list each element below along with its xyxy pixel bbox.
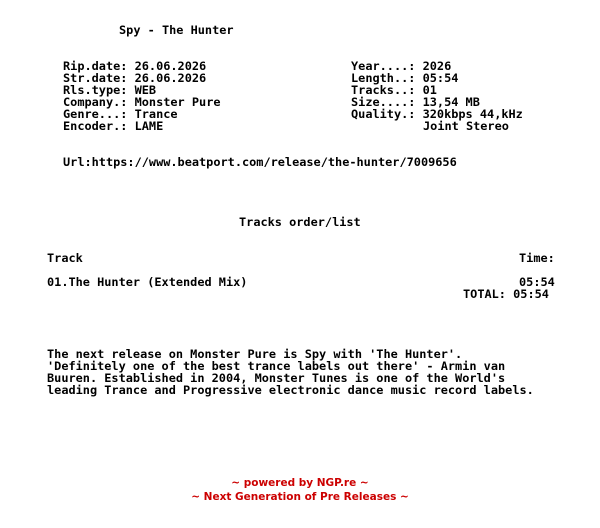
info-label: Rls.type: xyxy=(63,83,128,97)
footer-tagline: ~ Next Generation of Pre Releases ~ xyxy=(191,491,409,503)
info-value: Monster Pure xyxy=(134,95,221,109)
url-label: Url: xyxy=(63,155,92,169)
tracks-total xyxy=(463,288,549,300)
info-label: Length..: xyxy=(351,71,416,85)
info-label: Year....: xyxy=(351,59,416,73)
footer-powered-by: ~ powered by NGP.re ~ xyxy=(231,477,369,489)
info-value: Trance xyxy=(134,107,178,121)
release-url xyxy=(63,156,457,168)
info-quality-extra: Joint Stereo xyxy=(423,119,509,133)
total-value: 05:54 xyxy=(513,287,549,301)
description-line: leading Trance and Progressive electronic dance music record labels. xyxy=(47,383,534,397)
info-label: Str.date: xyxy=(63,71,128,85)
info-label: Size....: xyxy=(351,95,416,109)
description-line: 'Definitely one of the best trance labels out there' - Armin van xyxy=(47,359,506,373)
time-column-header: Time: xyxy=(519,251,555,265)
info-encoder xyxy=(63,120,163,132)
info-label: Tracks..: xyxy=(351,83,416,97)
track-time: 05:54 xyxy=(519,275,555,289)
total-label: TOTAL: xyxy=(463,287,506,301)
info-value: 26.06.2026 xyxy=(134,71,207,85)
info-value: LAME xyxy=(134,119,164,133)
info-label: Genre...: xyxy=(63,107,128,121)
tracks-heading: Tracks order/list xyxy=(239,215,361,229)
info-value: 01 xyxy=(422,83,437,97)
info-value: 2026 xyxy=(422,59,452,73)
info-label: Quality.: xyxy=(351,107,416,121)
info-label: Encoder.: xyxy=(63,119,128,133)
description-line: Buuren. Established in 2004, Monster Tunes is one of the World's xyxy=(47,371,506,385)
track-column-header: Track xyxy=(47,251,83,265)
release-title: Spy - The Hunter xyxy=(119,23,234,37)
info-label: Company.: xyxy=(63,95,128,109)
info-label: Rip.date: xyxy=(63,59,128,73)
track-name: 01.The Hunter (Extended Mix) xyxy=(47,275,248,289)
info-value: 05:54 xyxy=(422,71,459,85)
url-value: https://www.beatport.com/release/the-hunter/7009656 xyxy=(91,155,457,169)
description-line: The next release on Monster Pure is Spy with 'The Hunter'. xyxy=(47,347,463,361)
info-value: 13,54 MB xyxy=(422,95,480,109)
info-value: 320kbps 44,kHz xyxy=(422,107,523,121)
info-value: WEB xyxy=(134,83,157,97)
info-value: 26.06.2026 xyxy=(134,59,207,73)
